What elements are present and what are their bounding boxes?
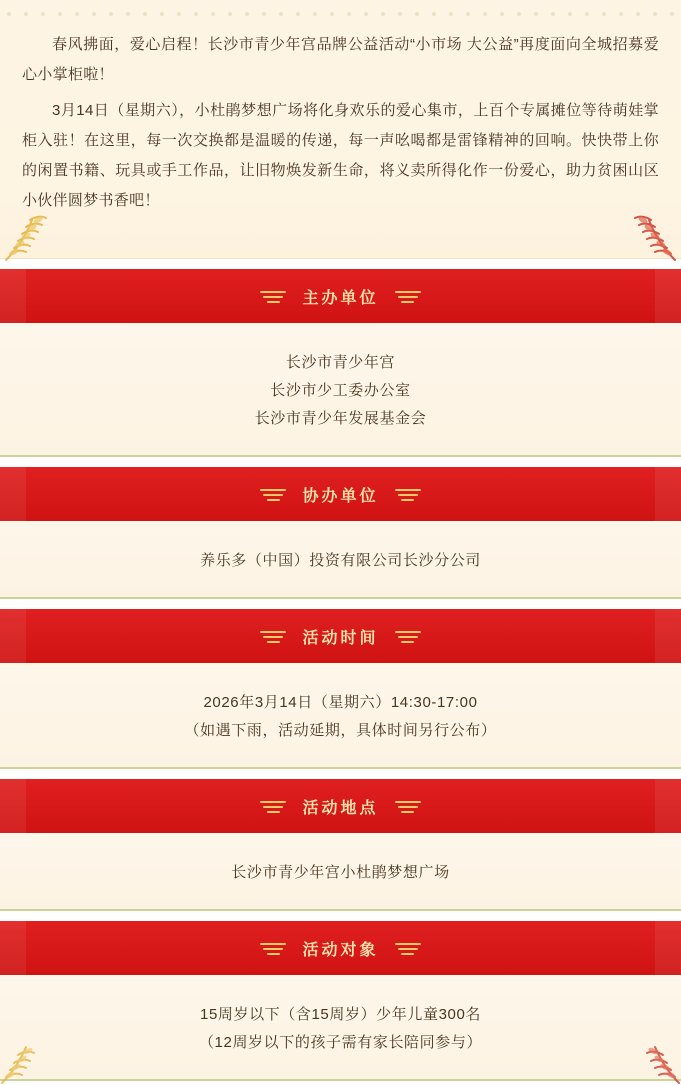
section-title: 活动时间 — [302, 629, 379, 647]
section-title: 活动对象 — [302, 941, 379, 959]
ornament-lines-icon — [260, 631, 286, 642]
section-header-bar — [0, 779, 681, 833]
section-body — [0, 323, 681, 457]
section-title: 协办单位 — [302, 487, 379, 505]
ornament-lines-icon — [395, 631, 421, 642]
section-line: 长沙市少工委办公室 — [270, 382, 411, 399]
section-gap — [0, 457, 681, 467]
section-header-bar — [0, 467, 681, 521]
section-header-bar — [0, 921, 681, 975]
intro-paragraph-2: 3月14日（星期六），小杜鹃梦想广场将化身欢乐的爱心集市，上百个专属摊位等待萌娃掌柜入驻！在这里，每一次交换都是温暖的传递，每一声吆喝都是雷锋精神的回响。快快带上你的闲置书籍、玩具或手工作品，让旧物焕发新生命，将义卖所得化作一份爱心，助力贫困山区小伙伴圆梦书香吧！ — [22, 102, 659, 209]
section-header-bar — [0, 269, 681, 323]
section-event-time — [0, 609, 681, 769]
ornament-lines-icon — [395, 489, 421, 500]
section-organizers — [0, 269, 681, 457]
section-title: 主办单位 — [302, 289, 379, 307]
section-body — [0, 663, 681, 769]
section-co-organizer — [0, 467, 681, 599]
ornament-lines-icon — [260, 489, 286, 500]
ornament-lines-icon — [260, 291, 286, 302]
section-line: 长沙市青少年发展基金会 — [254, 410, 427, 427]
section-event-location — [0, 779, 681, 911]
intro-section — [0, 0, 681, 259]
section-header-bar — [0, 609, 681, 663]
ornament-lines-icon — [260, 801, 286, 812]
ornament-lines-icon — [395, 943, 421, 954]
section-target-audience — [0, 921, 681, 1081]
section-body — [0, 833, 681, 911]
section-line: 养乐多（中国）投资有限公司长沙分公司 — [200, 552, 481, 569]
ornament-lines-icon — [395, 291, 421, 302]
wheat-decoration-icon — [2, 210, 72, 262]
perforation-decoration — [0, 8, 681, 20]
intro-paragraph-1: 春风拂面，爱心启程！长沙市青少年宫品牌公益活动“小市场 大公益”再度面向全城招募爱心小掌柜啦！ — [22, 36, 659, 83]
section-line: 2026年3月14日（星期六）14:30-17:00 — [203, 694, 478, 711]
section-line: 长沙市青少年宫 — [285, 354, 396, 371]
section-line: 15周岁以下（含15周岁）少年儿童300名 — [200, 1006, 481, 1023]
section-line: 长沙市青少年宫小杜鹃梦想广场 — [231, 864, 450, 881]
wheat-decoration-icon — [609, 210, 679, 262]
section-title: 活动地点 — [302, 799, 379, 817]
ornament-lines-icon — [395, 801, 421, 812]
section-line: （如遇下雨，活动延期，具体时间另行公布） — [184, 722, 497, 739]
section-gap — [0, 259, 681, 269]
ornament-lines-icon — [260, 943, 286, 954]
section-line: （12周岁以下的孩子需有家长陪同参与） — [198, 1034, 483, 1051]
section-body — [0, 975, 681, 1081]
section-gap — [0, 911, 681, 921]
section-gap — [0, 769, 681, 779]
section-body — [0, 521, 681, 599]
section-gap — [0, 599, 681, 609]
